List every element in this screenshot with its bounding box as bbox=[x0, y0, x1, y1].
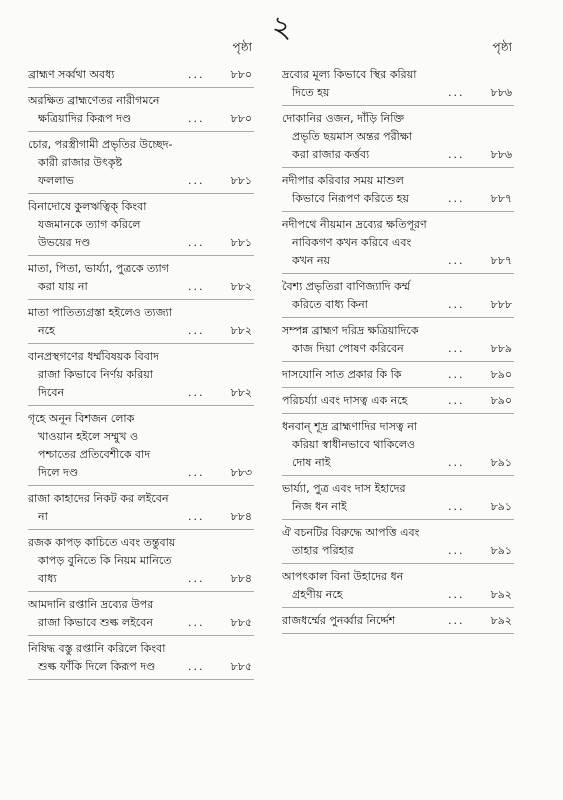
entry-line: খাওয়ান হইলে সম্মুখ ও bbox=[38, 430, 139, 443]
entry-line: চোর, পরস্ত্রীগামী প্রভৃতির উচ্ছেদ- bbox=[28, 138, 173, 151]
right-entries-list bbox=[282, 62, 514, 634]
dot-leader: ... bbox=[448, 86, 465, 99]
entry-line: পরিচর্য্যা এবং দাসত্ব এক নহে bbox=[282, 394, 408, 407]
toc-entry bbox=[282, 62, 514, 106]
page-number: ২ bbox=[271, 10, 292, 45]
toc-entry bbox=[28, 406, 254, 486]
dot-leader: ... bbox=[448, 544, 465, 557]
entry-line: বাধ্য bbox=[38, 572, 57, 585]
entry-line: তাহার পরিহার bbox=[292, 544, 354, 557]
entry-line: গৃহে অনূন বিশজন লোক bbox=[28, 412, 135, 425]
toc-entry bbox=[28, 530, 254, 592]
dot-leader: ... bbox=[448, 298, 465, 311]
toc-entry bbox=[282, 608, 514, 634]
page-reference: ৮৮০ bbox=[230, 68, 252, 81]
entry-line: কারী রাজার উৎকৃষ্ট bbox=[38, 156, 123, 169]
page-reference: ৮৮৭ bbox=[490, 192, 512, 205]
entry-line: রাজা কিভাবে নির্ণয় করিয়া bbox=[38, 368, 153, 381]
entry-line: কাপড় বুনিতে কি নিয়ম মানিতে bbox=[38, 554, 172, 567]
entry-line: ব্রাহ্মণ সর্ব্বথা অবধ্য bbox=[28, 68, 115, 81]
left-column bbox=[28, 38, 254, 680]
toc-entry bbox=[28, 592, 254, 636]
entry-line: দ্রব্যের মূল্য কিভাবে স্থির করিয়া bbox=[282, 68, 417, 81]
toc-entry bbox=[282, 318, 514, 362]
dot-leader: ... bbox=[448, 456, 465, 469]
dot-leader: ... bbox=[448, 394, 465, 407]
entry-line: করা রাজার কর্ত্তব্য bbox=[292, 148, 370, 161]
entry-line: কাজ দিয়া পোষণ করিবেন bbox=[292, 342, 404, 355]
page-reference: ৮৮৬ bbox=[490, 148, 512, 161]
dot-leader: ... bbox=[448, 368, 465, 381]
entry-line: দিতে হয় bbox=[292, 86, 330, 99]
page-reference: ৮৮২ bbox=[230, 324, 252, 337]
page-reference: ৮৮৬ bbox=[490, 86, 512, 99]
entry-line: নদীপথে নীয়মান দ্রব্যের ক্ষতিপূরণ bbox=[282, 218, 427, 231]
toc-entry bbox=[28, 88, 254, 132]
entry-line: করিতে বাধ্য কিনা bbox=[292, 298, 368, 311]
page-reference: ৮৯২ bbox=[490, 614, 512, 627]
entry-line: বিনাদোষে কুলঋত্বিক্‌ কিংবা bbox=[28, 200, 147, 213]
entry-line: আপৎকাল বিনা উহাদের ধন bbox=[282, 570, 404, 583]
entry-line: কিভাবে নিরূপণ করিতে হয় bbox=[292, 192, 409, 205]
entry-line: রাজা কাহাদের নিকট কর লইবেন bbox=[28, 492, 169, 505]
entry-line: যজমানকে ত্যাগ করিলে bbox=[38, 218, 141, 231]
right-column-page-heading: পৃষ্ঠা bbox=[492, 40, 512, 54]
toc-entry bbox=[282, 362, 514, 388]
page-reference: ৮৮১ bbox=[230, 174, 252, 187]
dot-leader: ... bbox=[188, 324, 205, 337]
page-reference: ৮৮৪ bbox=[230, 510, 252, 523]
page-reference: ৮৮৯ bbox=[490, 342, 512, 355]
toc-entry bbox=[282, 212, 514, 274]
page-reference: ৮৮৭ bbox=[490, 254, 512, 267]
dot-leader: ... bbox=[448, 588, 465, 601]
dot-leader: ... bbox=[188, 280, 205, 293]
page-reference: ৮৮০ bbox=[230, 112, 252, 125]
toc-entry bbox=[282, 520, 514, 564]
entry-line: অরক্ষিত ব্রাহ্মণেতর নারীগমনে bbox=[28, 94, 160, 107]
entry-line: করিয়া স্বাধীনভাবে থাকিলেও bbox=[292, 438, 416, 451]
dot-leader: ... bbox=[448, 342, 465, 355]
entry-line: মাতা পাতিত্যগ্রস্তা হইলেও ত্যজ্যা bbox=[28, 306, 172, 319]
dot-leader: ... bbox=[188, 174, 205, 187]
entry-line: নিষিদ্ধ বস্তু রপ্তানি করিলে কিংবা bbox=[28, 642, 166, 655]
page-reference: ৮৮৫ bbox=[230, 660, 252, 673]
entry-line: দাসযোনি সাত প্রকার কি কি bbox=[282, 368, 402, 381]
left-column-page-heading: পৃষ্ঠা bbox=[232, 40, 252, 54]
entry-line: কখন নয় bbox=[292, 254, 331, 267]
toc-entry bbox=[28, 300, 254, 344]
entry-line: ঐ বচনটির বিরুদ্ধে আপত্তি এবং bbox=[282, 526, 420, 539]
dot-leader: ... bbox=[188, 572, 205, 585]
entry-line: দোকানির ওজন, দাঁড়ি নিক্তি bbox=[282, 112, 405, 125]
left-entries-list bbox=[28, 62, 254, 680]
page-reference: ৮৮৩ bbox=[230, 466, 252, 479]
toc-entry bbox=[282, 168, 514, 212]
dot-leader: ... bbox=[188, 616, 205, 629]
toc-entry bbox=[28, 62, 254, 88]
toc-entry bbox=[282, 388, 514, 414]
page-reference: ৮৯১ bbox=[490, 500, 512, 513]
toc-entry bbox=[28, 194, 254, 256]
entry-line: রাজা কিভাবে শুল্ক লইবেন bbox=[38, 616, 153, 629]
entry-line: বৈশ্য প্রভৃতিরা বাণিজ্যাদি কর্ম্ম bbox=[282, 280, 410, 293]
toc-entry bbox=[282, 274, 514, 318]
entry-line: বানপ্রস্থগণের ধর্ম্মবিষয়ক বিবাদ bbox=[28, 350, 159, 363]
toc-entry bbox=[282, 414, 514, 476]
dot-leader: ... bbox=[448, 148, 465, 161]
page-reference: ৮৮৮ bbox=[490, 298, 512, 311]
entry-line: করা যায় না bbox=[38, 280, 88, 293]
entry-line: নিজ ধন নাই bbox=[292, 500, 347, 513]
entry-line: দিবেন bbox=[38, 386, 65, 399]
page-reference: ৮৮৫ bbox=[230, 616, 252, 629]
dot-leader: ... bbox=[188, 68, 205, 81]
entry-line: ফললাভ bbox=[38, 174, 74, 187]
dot-leader: ... bbox=[448, 614, 465, 627]
toc-entry bbox=[28, 636, 254, 680]
entry-line: আমদানি রপ্তানি দ্রব্যের উপর bbox=[28, 598, 154, 611]
entry-line: উভয়ের দণ্ড bbox=[38, 236, 91, 249]
toc-entry bbox=[28, 256, 254, 300]
entry-line: শুল্ক ফাঁকি দিলে কিরূপ দণ্ড bbox=[38, 660, 156, 673]
entry-line: প্রভৃতি ছয়মাস অন্তর পরীক্ষা bbox=[292, 130, 412, 143]
entry-line: দোষ নাই bbox=[292, 456, 331, 469]
entry-line: ধনবান্‌ শূদ্র ব্রাহ্মণাদির দাসত্ব না bbox=[282, 420, 418, 433]
dot-leader: ... bbox=[188, 510, 205, 523]
entry-line: ভার্য্যা, পুত্র এবং দাস ইহাদের bbox=[282, 482, 406, 495]
entry-line: নহে bbox=[38, 324, 55, 337]
right-column bbox=[282, 38, 514, 634]
page-reference: ৮৮২ bbox=[230, 280, 252, 293]
entry-line: ক্ষত্রিয়াদির কিরূপ দণ্ড bbox=[38, 112, 132, 125]
entry-line: রজক কাপড় কাচিতে এবং তন্তুবায় bbox=[28, 536, 176, 549]
entry-line: নাবিকগণ কখন করিবে এবং bbox=[292, 236, 412, 249]
dot-leader: ... bbox=[448, 500, 465, 513]
entry-line: না bbox=[38, 510, 48, 523]
dot-leader: ... bbox=[448, 254, 465, 267]
entry-line: দিলে দণ্ড bbox=[38, 466, 79, 479]
entry-line: মাতা, পিতা, ভার্য্যা, পুত্রকে ত্যাগ bbox=[28, 262, 169, 275]
dot-leader: ... bbox=[188, 660, 205, 673]
dot-leader: ... bbox=[188, 386, 205, 399]
dot-leader: ... bbox=[188, 112, 205, 125]
dot-leader: ... bbox=[188, 236, 205, 249]
entry-line: গ্রহণীয় নহে bbox=[292, 588, 343, 601]
dot-leader: ... bbox=[188, 466, 205, 479]
page-reference: ৮৮১ bbox=[230, 236, 252, 249]
entry-line: সম্পন্ন ব্রাহ্মণ দরিদ্র ক্ষত্রিয়াদিকে bbox=[282, 324, 419, 337]
entry-line: পশ্চাতের প্রতিবেশীকে বাদ bbox=[38, 448, 151, 461]
page-reference: ৮৯১ bbox=[490, 456, 512, 469]
page-reference: ৮৯২ bbox=[490, 588, 512, 601]
page-reference: ৮৯১ bbox=[490, 544, 512, 557]
toc-entry bbox=[28, 486, 254, 530]
toc-entry bbox=[28, 344, 254, 406]
entry-line: রাজধর্ম্মের পুনর্ব্বার নির্দ্দেশ bbox=[282, 614, 396, 627]
dot-leader: ... bbox=[448, 192, 465, 205]
toc-entry bbox=[28, 132, 254, 194]
entry-line: নদীপার করিবার সময় মাশুল bbox=[282, 174, 404, 187]
toc-entry bbox=[282, 564, 514, 608]
toc-entry bbox=[282, 106, 514, 168]
page-reference: ৮৯০ bbox=[490, 368, 512, 381]
toc-entry bbox=[282, 476, 514, 520]
page-reference: ৮৮২ bbox=[230, 386, 252, 399]
page-reference: ৮৮৪ bbox=[230, 572, 252, 585]
page-reference: ৮৯০ bbox=[490, 394, 512, 407]
